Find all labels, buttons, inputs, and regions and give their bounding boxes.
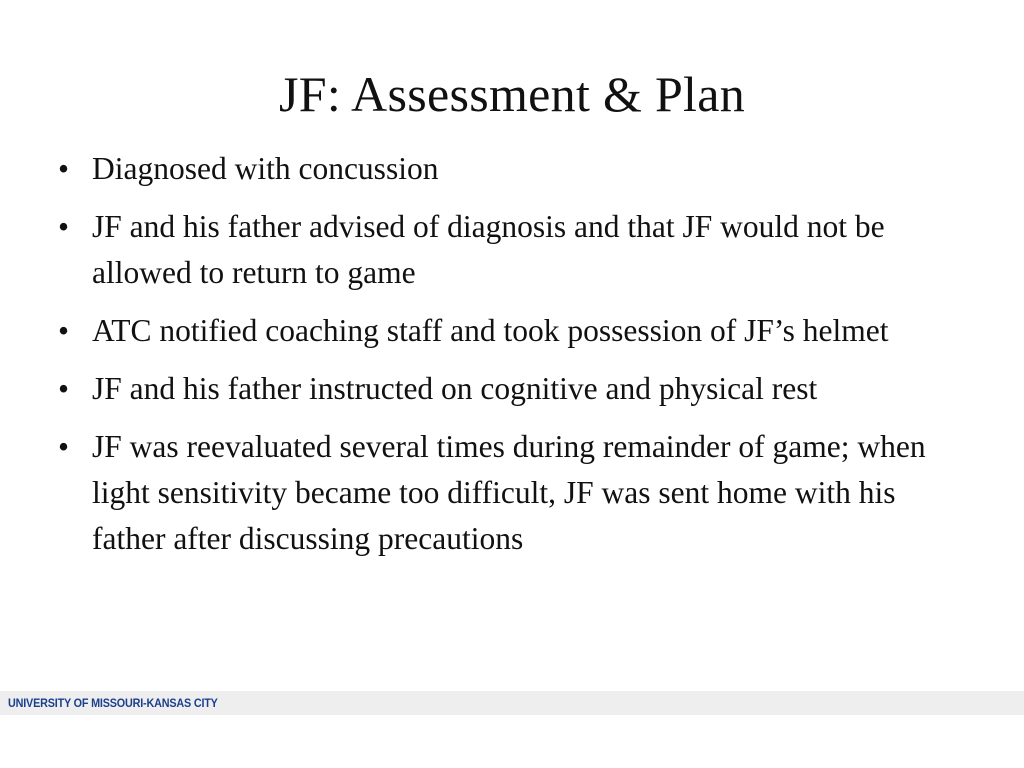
bullet-text: JF and his father advised of diagnosis and that JF would not be allowed to return to game — [92, 209, 885, 290]
bullet-text: ATC notified coaching staff and took possession of JF’s helmet — [92, 313, 889, 348]
bullet-dot-icon: • — [58, 371, 70, 406]
footer-band — [0, 691, 1024, 715]
bullet-item — [56, 146, 976, 192]
bullet-dot-icon: • — [58, 429, 70, 464]
slide-title: JF: Assessment & Plan — [278, 66, 746, 122]
bullet-dot-icon: • — [58, 209, 70, 244]
bullet-item — [56, 204, 976, 296]
bullet-text: Diagnosed with concussion — [92, 151, 439, 186]
bullet-dot-icon: • — [58, 313, 70, 348]
bullet-item — [56, 424, 976, 562]
bullet-item — [56, 366, 976, 412]
bullet-list — [56, 146, 976, 574]
bullet-item — [56, 308, 976, 354]
bullet-text: JF and his father instructed on cognitive and physical rest — [92, 371, 818, 406]
bullet-text: JF was reevaluated several times during remainder of game; when light sensitivity became too difficult, JF was sent home with his father after discussing precautions — [92, 429, 926, 556]
university-footer-logo: UNIVERSITY OF MISSOURI-KANSAS CITY — [8, 696, 218, 710]
bullet-dot-icon: • — [58, 151, 70, 186]
